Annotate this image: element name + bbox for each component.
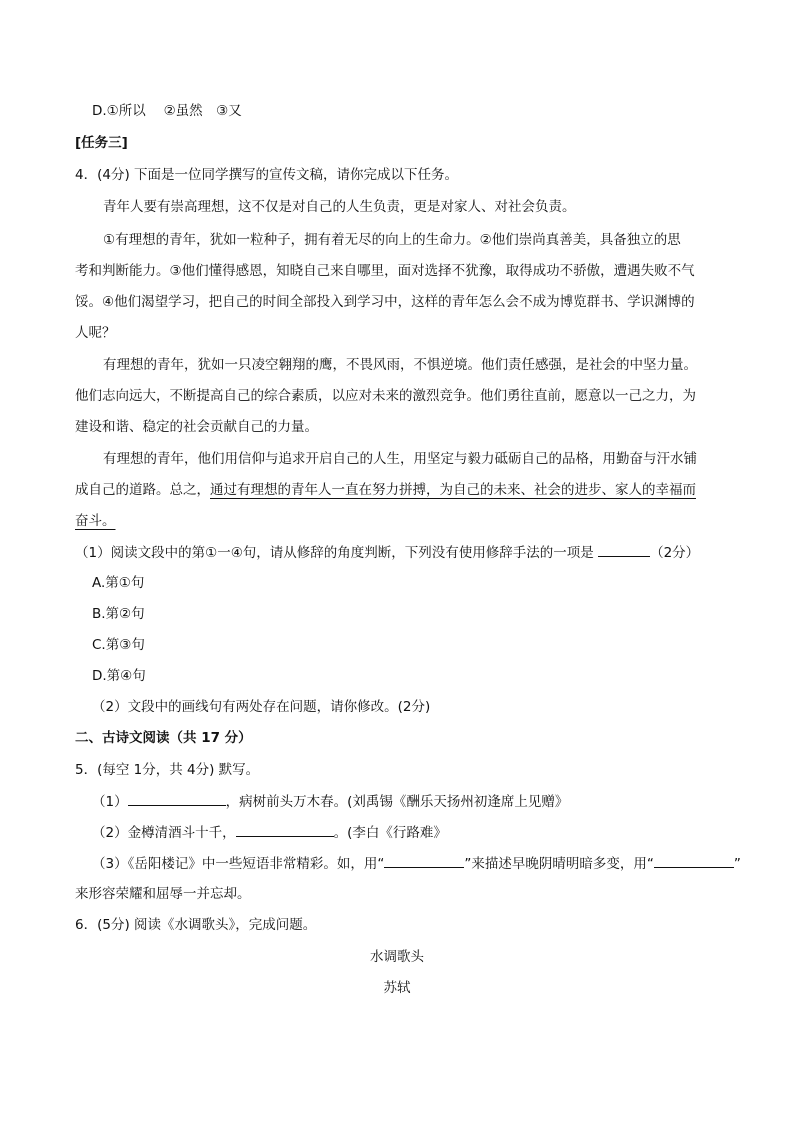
option-d: D.第④句 <box>92 668 146 684</box>
question-5-stem: 5．(每空 1分，共 4分) 默写。 <box>75 762 260 778</box>
passage-paragraph-4-line-2 <box>75 480 696 500</box>
question-5-item-1 <box>92 791 568 812</box>
underlined-sentence-part-2: 奋斗。 <box>75 513 116 529</box>
item-3-text-end: ” <box>733 856 741 872</box>
question-6-stem: 6．(5分) 阅读《水调歌头》，完成问题。 <box>75 917 317 933</box>
passage-paragraph-1: 青年人要有崇高理想，这不仅是对自己的人生负责，更是对家人、对社会负责。 <box>103 199 576 215</box>
question-5-item-3-line-2: 来形容荣耀和屈辱一并忘却。 <box>75 886 251 902</box>
sub-question-2: （2）文段中的画线句有两处存在问题，请你修改。(2分) <box>92 699 431 715</box>
paragraph-4-text: 成自己的道路。总之， <box>75 482 210 498</box>
option-b: B.第②句 <box>92 606 145 622</box>
answer-blank[interactable] <box>128 791 226 806</box>
passage-paragraph-3-line-2: 他们志向远大，不断提高自己的综合素质，以应对未来的激烈竞争。他们勇往直前，愿意以一己之力，为 <box>75 388 696 404</box>
option-c: C.第③句 <box>92 637 145 653</box>
sub-question-1-score: （2分） <box>650 545 700 561</box>
item-3-text-pre: （3）《岳阳楼记》中一些短语非常精彩。如，用“ <box>92 856 385 872</box>
item-2-text-pre: （2）金樽清酒斗十千， <box>92 825 236 841</box>
underlined-sentence-part-1: 通过有理想的青年人一直在努力拼搏，为自己的未来、社会的进步、家人的幸福而 <box>210 482 696 498</box>
item-3-text-mid: ”来描述早晚阴晴明暗多变，用“ <box>464 856 654 872</box>
passage-paragraph-2-line-4: 人呢？ <box>75 325 116 341</box>
task-three-heading: [任务三] <box>75 135 128 151</box>
sub-question-1-text: （1）阅读文段中的第①一④句，请从修辞的角度判断，下列没有使用修辞手法的一项是 <box>75 545 594 561</box>
answer-blank[interactable] <box>654 853 734 868</box>
option-a: A.第①句 <box>92 575 145 591</box>
item-2-text-post: 。(李白《行路难》 <box>333 825 447 841</box>
item-1-text: ，病树前头万木春。(刘禹锡《酬乐天扬州初逢席上见赠》 <box>225 794 569 810</box>
question-5-item-3 <box>92 853 741 874</box>
passage-paragraph-4-line-1: 有理想的青年，他们用信仰与追求开启自己的人生，用坚定与毅力砥砺自己的品格，用勤奋与汗水铺 <box>103 451 697 467</box>
passage-paragraph-2-line-1: ①有理想的青年，犹如一粒种子，拥有着无尽的向上的生命力。②他们崇尚真善美，具备独立的思 <box>103 232 681 248</box>
passage-paragraph-3-line-1: 有理想的青年，犹如一只凌空翱翔的鹰，不畏风雨，不惧逆境。他们责任感强，是社会的中坚力量。 <box>103 357 697 373</box>
passage-paragraph-2-line-2: 考和判断能力。③他们懂得感恩，知晓自己来自哪里，面对选择不犹豫，取得成功不骄傲，遭遇失败不气 <box>75 263 695 279</box>
answer-blank[interactable] <box>598 542 650 557</box>
poem-title: 水调歌头 <box>370 949 424 965</box>
passage-paragraph-3-line-3: 建设和谐、稳定的社会贡献自己的力量。 <box>75 419 318 435</box>
question-5-item-2 <box>92 822 447 843</box>
option-d-previous: D.①所以 ②虽然 ③又 <box>92 103 242 119</box>
item-1-number: （1） <box>92 794 128 810</box>
answer-blank[interactable] <box>384 853 464 868</box>
passage-paragraph-4-line-3 <box>75 511 116 531</box>
sub-question-1 <box>75 542 699 563</box>
poem-author: 苏轼 <box>383 980 411 996</box>
question-4-stem: 4．(4分) 下面是一位同学撰写的宣传文稿，请你完成以下任务。 <box>75 167 459 183</box>
passage-paragraph-2-line-3: 馁。④他们渴望学习，把自己的时间全部投入到学习中，这样的青年怎么会不成为博览群书、学识渊博的 <box>75 294 695 310</box>
section-2-heading: 二、古诗文阅读（共 17 分） <box>75 730 252 746</box>
answer-blank[interactable] <box>236 822 334 837</box>
